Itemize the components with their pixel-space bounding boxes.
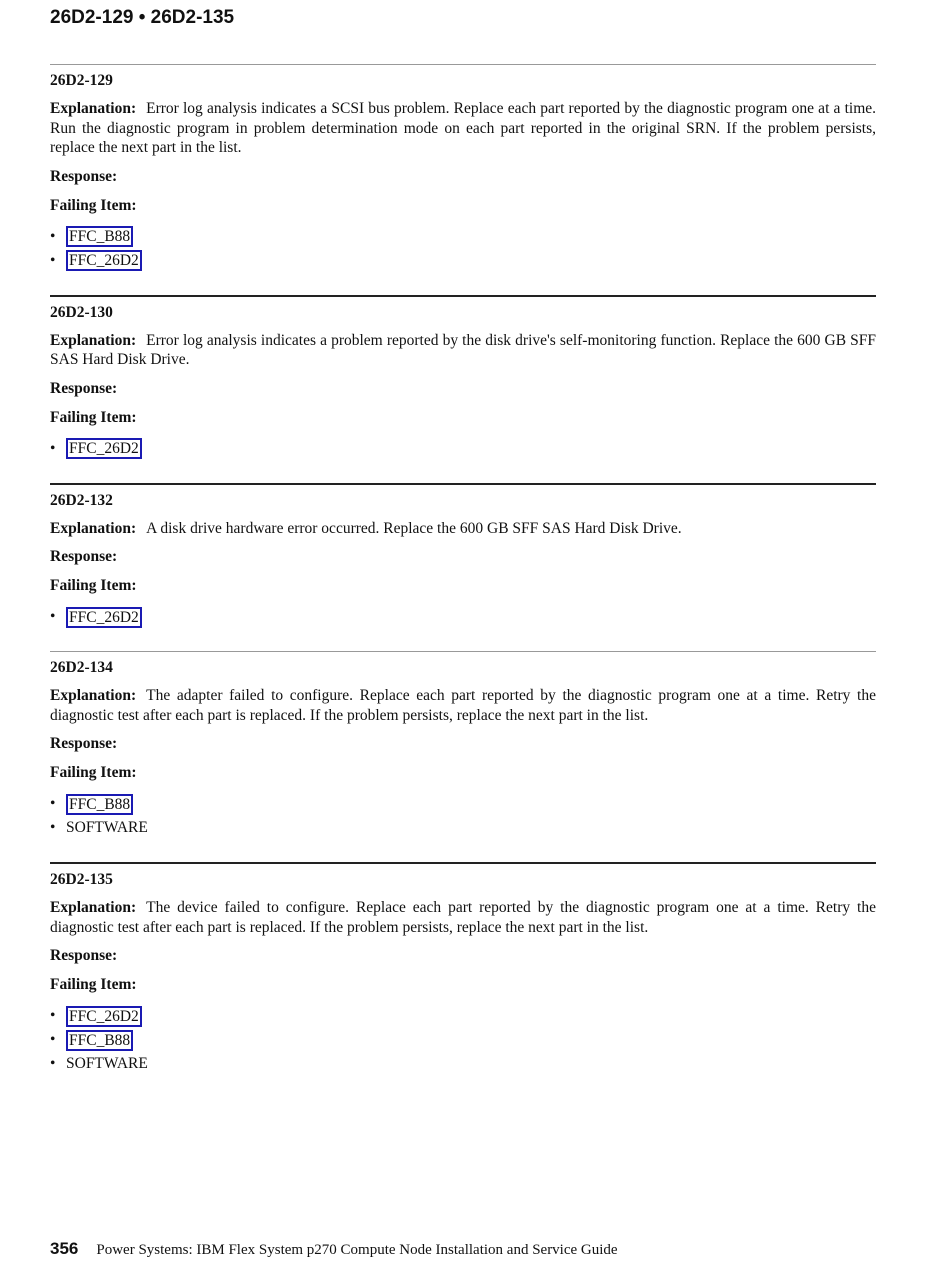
failing-item-link[interactable]: FFC_26D2 [66,250,142,271]
failing-item-label: Failing Item: [50,196,137,214]
bullet-icon: • [50,1055,56,1072]
list-item [50,1004,876,1028]
entry-list [50,64,876,1076]
failing-item-link[interactable]: FFC_B88 [66,794,133,815]
failing-item-list [50,437,876,461]
page-footer [50,1238,618,1261]
failing-item-list [50,792,876,840]
explanation-text: The device failed to configure. Replace each part reported by the diagnostic program one at a time. Retry the diagnostic test after each part is replaced. If the problem persists, replace the next part in the list. [50,899,876,936]
response-label: Response: [50,735,118,752]
bullet-icon: • [50,608,56,625]
page-running-head: 26D2-129 • 26D2-135 [50,7,235,28]
page-number: 356 [50,1239,79,1258]
failing-item-link[interactable]: FFC_26D2 [66,607,142,628]
failing-item-label: Failing Item: [50,408,137,426]
failing-item-link[interactable]: FFC_26D2 [66,1006,142,1027]
bullet-icon: • [50,819,56,836]
explanation-label: Explanation: [50,100,137,117]
entry-26d2-135 [50,862,876,1076]
explanation-text: A disk drive hardware error occurred. Replace the 600 GB SFF SAS Hard Disk Drive. [146,519,682,537]
explanation-label: Explanation: [50,687,137,704]
list-item [50,1028,876,1052]
explanation-text: Error log analysis indicates a SCSI bus problem. Replace each part reported by the diagnostic program one at a time. Run the diagnostic program in problem determination mode on each part reported in the original SRN. If the problem persists, replace the next part in the list. [50,100,876,156]
failing-item-list [50,225,876,273]
failing-item-label: Failing Item: [50,976,137,993]
entry-26d2-134 [50,651,876,862]
list-item [50,1052,876,1076]
bullet-icon: • [50,1007,56,1024]
failing-item-link[interactable]: FFC_B88 [66,226,133,247]
entry-code: 26D2-132 [50,491,113,509]
failing-item-label: Failing Item: [50,577,137,594]
list-item [50,792,876,816]
list-item [50,249,876,273]
explanation-paragraph [50,99,876,158]
book-title: Power Systems: IBM Flex System p270 Compute Node Installation and Service Guide [96,1242,618,1258]
failing-item-label: Failing Item: [50,764,137,781]
explanation-paragraph [50,898,876,937]
bullet-icon: • [50,439,56,457]
explanation-paragraph [50,519,876,539]
list-item [50,605,876,629]
list-item [50,816,876,840]
explanation-text: Error log analysis indicates a problem reported by the disk drive's self-monitoring function. Replace the 600 GB SFF SAS Hard Disk Drive. [50,331,876,368]
entry-26d2-130 [50,295,876,483]
failing-item-link[interactable]: FFC_B88 [66,1030,133,1051]
bullet-icon: • [50,251,56,269]
explanation-label: Explanation: [50,331,137,349]
entry-code: 26D2-129 [50,72,113,89]
explanation-label: Explanation: [50,899,137,916]
bullet-icon: • [50,795,56,812]
entry-code: 26D2-130 [50,303,113,321]
list-item [50,437,876,461]
list-item [50,225,876,249]
response-label: Response: [50,947,118,964]
explanation-paragraph [50,331,876,370]
failing-item-link[interactable]: FFC_26D2 [66,438,142,459]
entry-code: 26D2-135 [50,871,113,888]
response-label: Response: [50,167,118,185]
failing-item-text: SOFTWARE [66,1055,148,1072]
entry-26d2-132 [50,483,876,652]
bullet-icon: • [50,1031,56,1048]
response-label: Response: [50,548,118,565]
entry-26d2-129 [50,64,876,295]
failing-item-text: SOFTWARE [66,819,148,836]
response-label: Response: [50,379,118,397]
bullet-icon: • [50,227,56,245]
explanation-text: The adapter failed to configure. Replace each part reported by the diagnostic program one at a time. Retry the diagnostic test after each part is replaced. If the problem persists, replace the next part in the list. [50,687,876,724]
failing-item-list [50,605,876,629]
entry-code: 26D2-134 [50,659,113,676]
failing-item-list [50,1004,876,1076]
explanation-label: Explanation: [50,519,137,537]
explanation-paragraph [50,686,876,725]
